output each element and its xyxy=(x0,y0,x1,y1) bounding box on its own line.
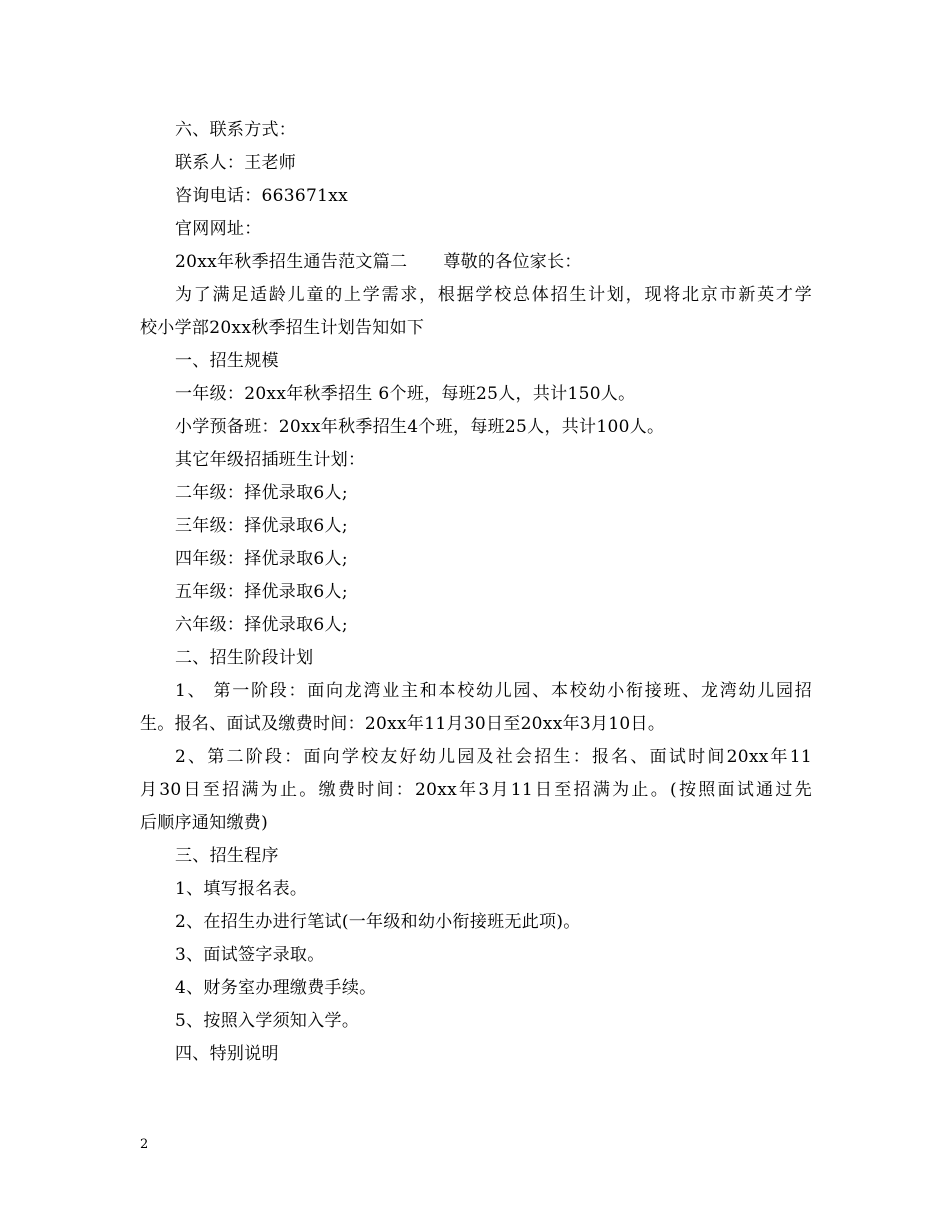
paragraph-line: 2、第二阶段：面向学校友好幼儿园及社会招生：报名、面试时间20xx年11 xyxy=(175,747,812,767)
list-item: 二年级：择优录取6人; xyxy=(175,483,348,503)
paragraph-line: 生。报名、面试及缴费时间：20xx年11月30日至20xx年3月10日。 xyxy=(140,714,666,734)
contact-person: 联系人：王老师 xyxy=(175,153,297,173)
contact-heading: 六、联系方式： xyxy=(175,120,297,140)
paragraph-line: 后顺序通知缴费) xyxy=(140,813,269,833)
contact-phone: 咨询电话：663671xx xyxy=(175,186,348,206)
section-heading: 一、招生规模 xyxy=(175,351,279,371)
list-item: 四年级：择优录取6人; xyxy=(175,549,348,569)
list-item: 4、财务室办理缴费手续。 xyxy=(175,978,377,998)
website-label: 官网网址： xyxy=(175,219,262,239)
list-item: 其它年级招插班生计划： xyxy=(175,450,366,470)
intro-paragraph-line: 为了满足适龄儿童的上学需求，根据学校总体招生计划，现将北京市新英才学 xyxy=(175,285,812,305)
list-item: 五年级：择优录取6人; xyxy=(175,582,348,602)
section-heading: 二、招生阶段计划 xyxy=(175,648,314,668)
paragraph-line: 1、 第一阶段：面向龙湾业主和本校幼儿园、本校幼小衔接班、龙湾幼儿园招 xyxy=(175,681,812,701)
list-item: 5、按照入学须知入学。 xyxy=(175,1011,360,1031)
intro-paragraph-line: 校小学部20xx秋季招生计划告知如下 xyxy=(140,318,425,338)
list-item: 1、填写报名表。 xyxy=(175,879,308,899)
section-heading: 三、招生程序 xyxy=(175,846,279,866)
list-item: 三年级：择优录取6人; xyxy=(175,516,348,536)
list-item: 一年级：20xx年秋季招生 6个班，每班25人，共计150人。 xyxy=(175,384,636,404)
list-item: 六年级：择优录取6人; xyxy=(175,615,348,635)
page-number: 2 xyxy=(140,1137,149,1152)
list-item: 小学预备班：20xx年秋季招生4个班，每班25人，共计100人。 xyxy=(175,417,665,437)
greeting: 尊敬的各位家长： xyxy=(443,252,582,272)
document-body xyxy=(140,114,812,1071)
paragraph-line: 月30日至招满为止。缴费时间：20xx年3月11日至招满为止。(按照面试通过先 xyxy=(140,780,812,800)
list-item: 2、在招生办进行笔试(一年级和幼小衔接班无此项)。 xyxy=(175,912,581,932)
section-heading: 四、特别说明 xyxy=(175,1044,279,1064)
article-title: 20xx年秋季招生通告范文篇二 xyxy=(175,252,408,272)
article-title-line xyxy=(140,246,812,279)
list-item: 3、面试签字录取。 xyxy=(175,945,325,965)
